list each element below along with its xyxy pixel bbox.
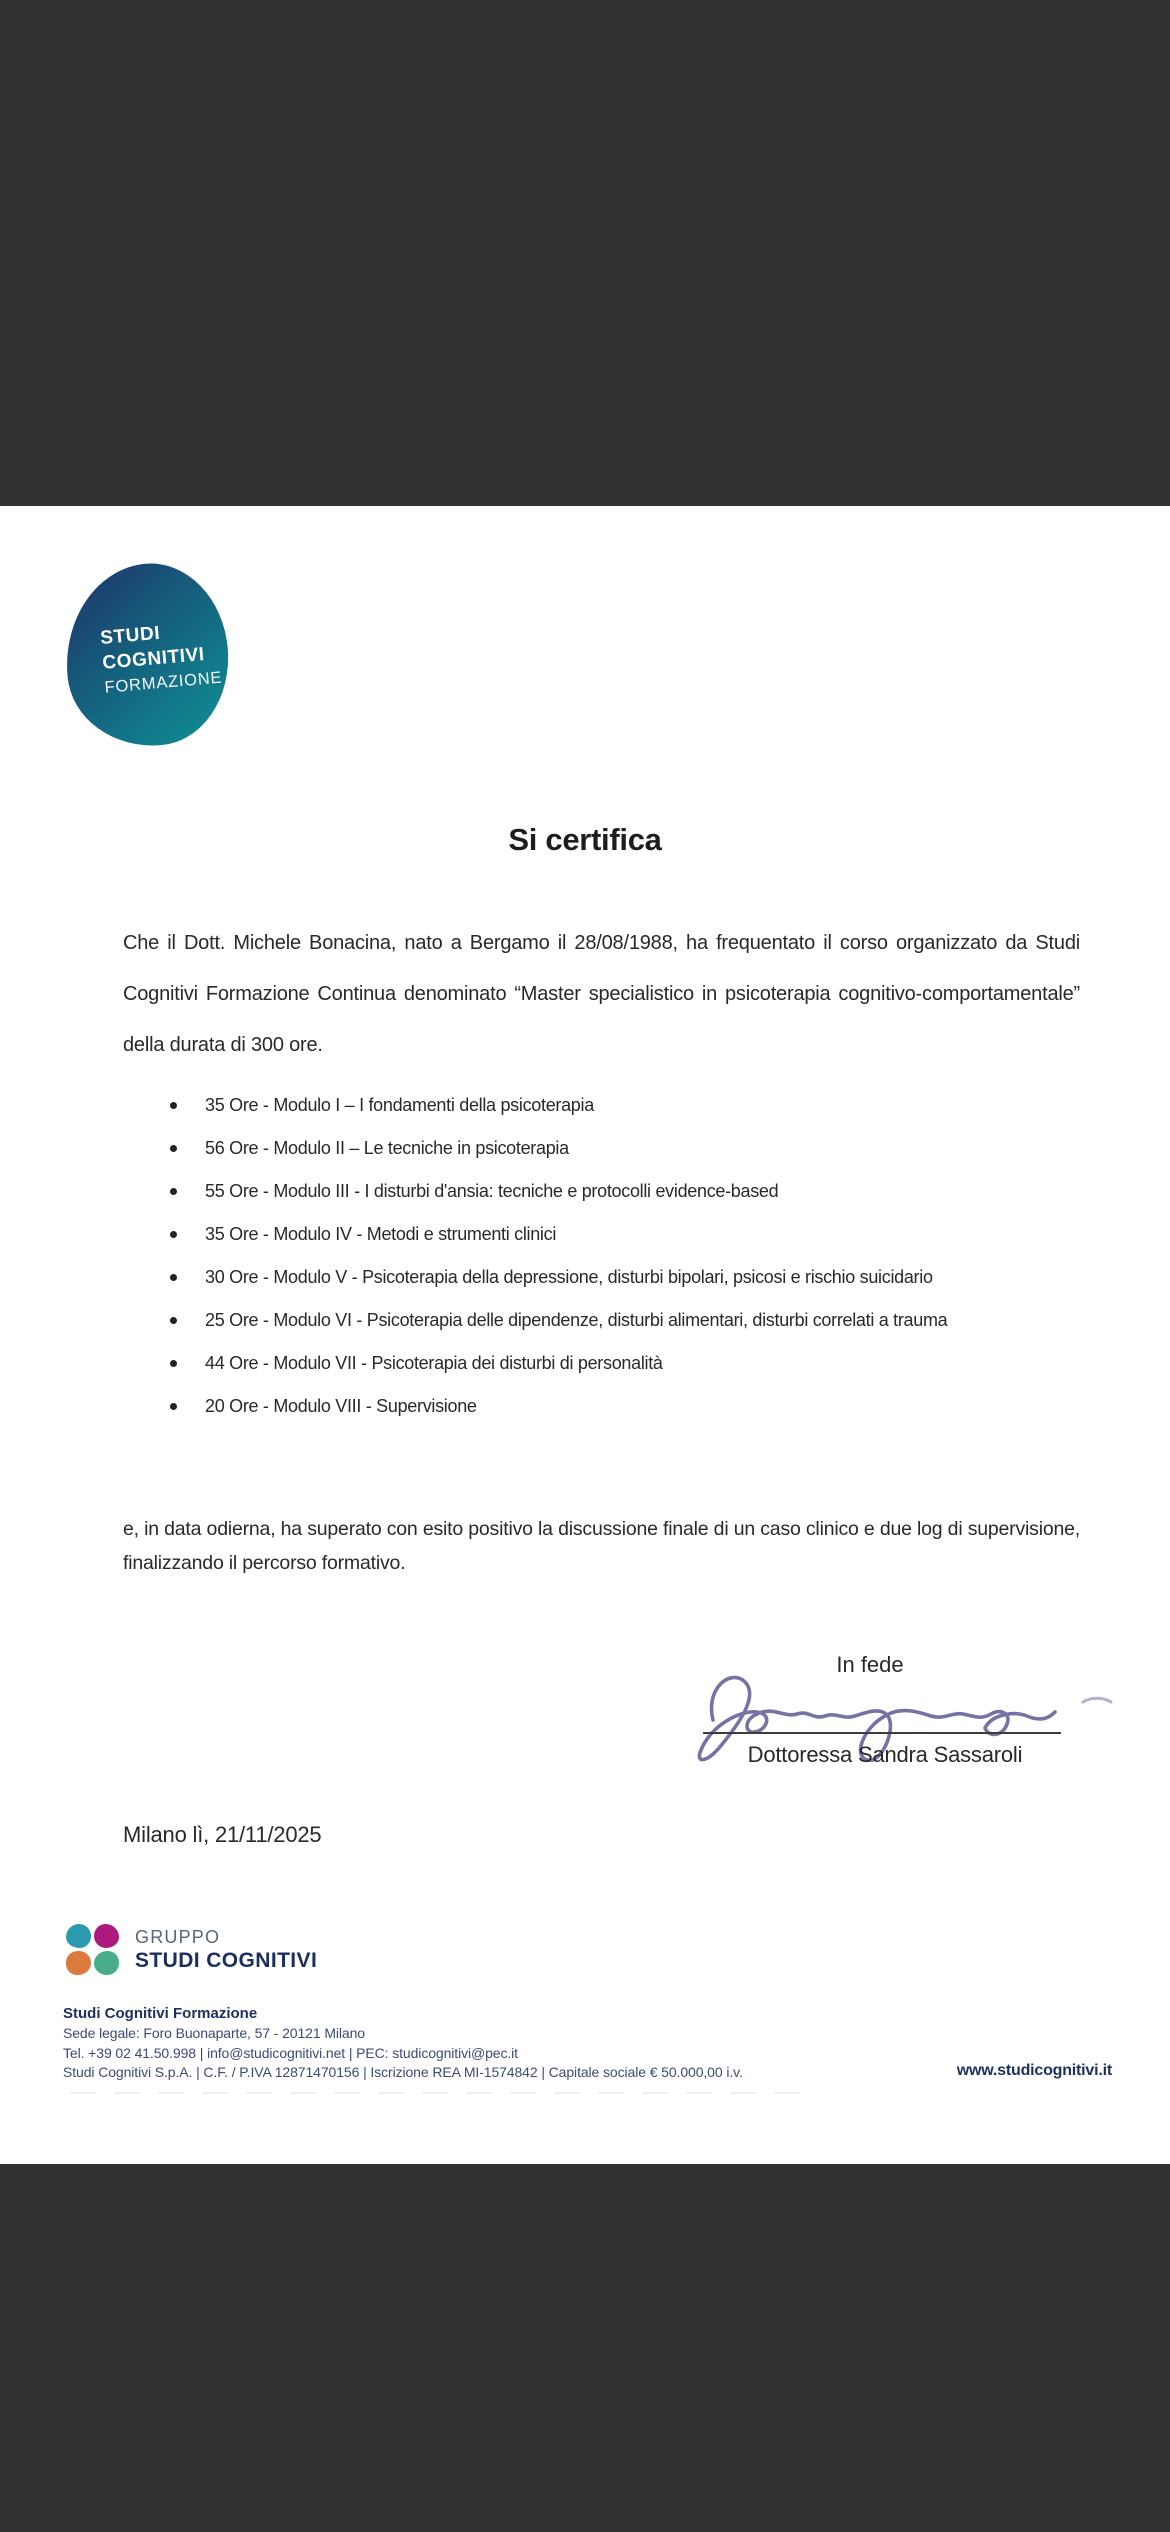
module-label: 25 Ore - Modulo VI - Psicoterapia delle dipendenze, disturbi alimentari, disturbi correlati a trauma [205, 1310, 948, 1330]
module-list-item [170, 1256, 1100, 1299]
module-label: 30 Ore - Modulo V - Psicoterapia della depressione, disturbi bipolari, psicosi e rischio suicidario [205, 1267, 933, 1287]
group-logo-bottom-label: STUDI COGNITIVI [135, 1948, 318, 1972]
module-list-item [170, 1385, 1100, 1428]
module-label: 55 Ore - Modulo III - I disturbi d'ansia: tecniche e protocolli evidence-based [205, 1181, 779, 1201]
logo-line-cognitivi: COGNITIVI [101, 644, 206, 674]
group-logo-top-label: GRUPPO [135, 1926, 221, 1947]
module-list-item [170, 1342, 1100, 1385]
scan-artifact-line [70, 2092, 810, 2094]
footer-company-name: Studi Cognitivi Formazione [63, 2005, 258, 2022]
module-list-item [170, 1170, 1100, 1213]
closing-paragraph: e, in data odierna, ha superato con esito positivo la discussione finale di un caso clinico e due log di supervisione, finalizzando il percorso formativo. [123, 1518, 1080, 1574]
bullet-icon [170, 1403, 177, 1410]
place-date: Milano lì, 21/11/2025 [123, 1822, 322, 1847]
footer-address: Sede legale: Foro Buonaparte, 57 - 20121 Milano [63, 2025, 365, 2041]
bullet-icon [170, 1145, 177, 1152]
signer-name: Dottoressa Sandra Sassaroli [747, 1742, 1023, 1767]
bullet-icon [170, 1188, 177, 1195]
signature-flourish [1083, 1698, 1111, 1702]
studi-cognitivi-formazione-logo [58, 557, 235, 752]
footer-legal: Studi Cognitivi S.p.A. | C.F. / P.IVA 12871470156 | Iscrizione REA MI-1574842 | Capitale sociale € 50.000,00 i.v. [63, 2064, 743, 2080]
bullet-icon [170, 1231, 177, 1238]
bullet-icon [170, 1317, 177, 1324]
module-label: 35 Ore - Modulo IV - Metodi e strumenti clinici [205, 1224, 557, 1244]
signature-line [703, 1732, 1061, 1734]
in-fede-label: In fede [836, 1652, 904, 1677]
certificate-title: Si certifica [508, 822, 662, 857]
gruppo-studi-cognitivi-logo [66, 1924, 317, 1975]
module-label: 56 Ore - Modulo II – Le tecniche in psicoterapia [205, 1138, 569, 1158]
module-label: 20 Ore - Modulo VIII - Supervisione [205, 1396, 477, 1416]
bullet-icon [170, 1102, 177, 1109]
module-label: 44 Ore - Modulo VII - Psicoterapia dei disturbi di personalità [205, 1353, 663, 1373]
footer-website: www.studicognitivi.it [956, 2062, 1112, 2079]
intro-paragraph: Che il Dott. Michele Bonacina, nato a Bergamo il 28/08/1988, ha frequentato il corso organizzato da Studi Cognitivi Formazione Continua denominato “Master specialistico in psicoterapia cognitivo-comportamentale” della durata di 300 ore. [123, 932, 1080, 1056]
footer-contacts: Tel. +39 02 41.50.998 | info@studicognitivi.net | PEC: studicognitivi@pec.it [63, 2044, 518, 2061]
module-list-item [170, 1213, 1100, 1256]
logo-dot-magenta [94, 1924, 119, 1948]
module-label: 35 Ore - Modulo I – I fondamenti della psicoterapia [205, 1095, 594, 1115]
group-logo-dots-icon [66, 1924, 119, 1975]
module-list-item [170, 1084, 1100, 1127]
logo-dot-green [94, 1951, 119, 1975]
logo-line-studi: STUDI [99, 622, 162, 649]
logo-dot-teal [66, 1924, 91, 1948]
bullet-icon [170, 1360, 177, 1367]
certificate-page[interactable] [0, 506, 1170, 2164]
module-list-item [170, 1299, 1100, 1342]
module-list-item [170, 1127, 1100, 1170]
footer-info-block [63, 2004, 743, 2083]
logo-dot-orange [66, 1951, 91, 1975]
logo-line-formazione: FORMAZIONE [103, 668, 224, 697]
bullet-icon [170, 1274, 177, 1281]
modules-list [170, 1084, 1100, 1428]
